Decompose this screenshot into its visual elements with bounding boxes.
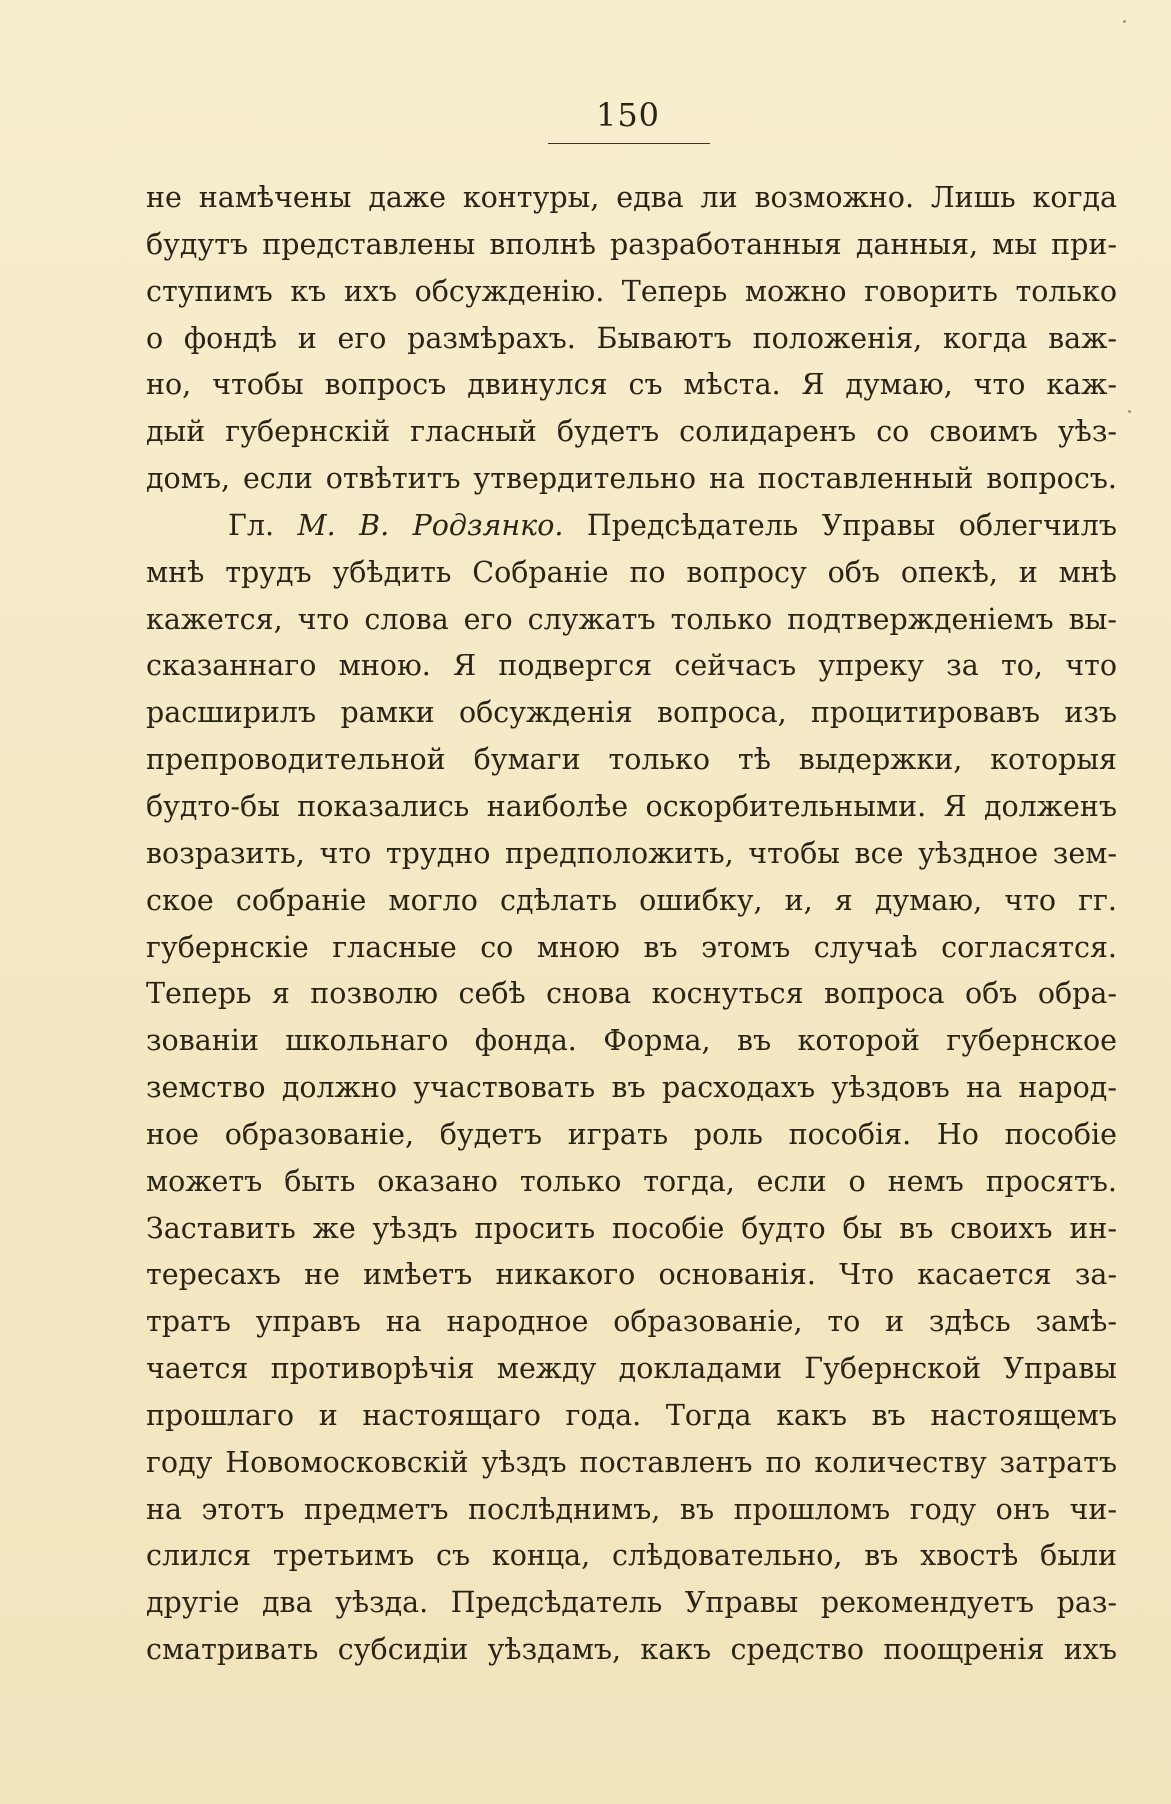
text-line: чается противорѣчія между докладами Губернской Управы <box>146 1352 1117 1386</box>
page-number: 150 <box>595 96 661 134</box>
paper-speck <box>1128 410 1131 413</box>
text-line: не намѣчены даже контуры, едва ли возможно. Лишь когда <box>146 181 1117 214</box>
text-line: прошлаго и настоящаго года. Тогда какъ въ настоящемъ <box>146 1398 1117 1432</box>
text-line: на этотъ предметъ послѣднимъ, въ прошломъ году онъ чи- <box>146 1492 1117 1526</box>
paragraph-first-line <box>146 503 1117 550</box>
text-line: губернскіе гласные со мною въ этомъ случаѣ согласятся. <box>146 930 1117 964</box>
page-number-rule <box>548 143 710 144</box>
text-line: домъ, если отвѣтитъ утвердительно на поставленный вопросъ. <box>146 462 1117 496</box>
speaker-name: М. В. Родзянко. <box>297 508 564 542</box>
text-line: возразить, что трудно предположить, чтобы все уѣздное зем- <box>146 836 1117 870</box>
text-line: году Новомосковскій уѣздъ поставленъ по количеству затратъ <box>146 1445 1117 1479</box>
text-line: другіе два уѣзда. Предсѣдатель Управы рекомендуетъ раз- <box>146 1586 1117 1620</box>
paper-speck <box>1123 20 1126 23</box>
text-line: Теперь я позволю себѣ снова коснуться вопроса объ обра- <box>146 977 1117 1011</box>
text-line: ное образованіе, будетъ играть роль пособія. Но пособіе <box>146 1117 1117 1151</box>
text-line: будутъ представлены вполнѣ разработанныя данныя, мы при- <box>146 227 1117 261</box>
text-line: кажется, что слова его служатъ только подтвержденіемъ вы- <box>146 602 1117 636</box>
text-line: ское собраніе могло сдѣлать ошибку, и, я думаю, что гг. <box>146 883 1117 917</box>
text-line: сказаннаго мною. Я подвергся сейчасъ упреку за то, что <box>146 649 1117 683</box>
body-text <box>146 175 1117 1674</box>
text-line: мнѣ трудъ убѣдить Собраніе по вопросу объ опекѣ, и мнѣ <box>146 555 1117 589</box>
text-line: зованіи школьнаго фонда. Форма, въ которой губернское <box>146 1024 1117 1058</box>
text-line: можетъ быть оказано только тогда, если о немъ просятъ. <box>146 1164 1117 1198</box>
text-line: тратъ управъ на народное образованіе, то и здѣсь замѣ- <box>146 1305 1117 1339</box>
text-line: тересахъ не имѣетъ никакого основанія. Что касается за- <box>146 1258 1117 1292</box>
text-line: о фондѣ и его размѣрахъ. Бываютъ положенія, когда важ- <box>146 321 1117 355</box>
text-line: расширилъ рамки обсужденія вопроса, процитировавъ изъ <box>146 696 1117 730</box>
text-line: препроводительной бумаги только тѣ выдержки, которыя <box>146 743 1117 777</box>
text-line: ступимъ къ ихъ обсужденію. Теперь можно говорить только <box>146 274 1117 308</box>
text-line: будто-бы показались наиболѣе оскорбительными. Я долженъ <box>146 789 1117 823</box>
text-fragment: Предсѣдатель Управы облегчилъ <box>586 508 1117 542</box>
text-line: но, чтобы вопросъ двинулся съ мѣста. Я думаю, что каж- <box>146 368 1117 402</box>
speaker-prefix: Гл. <box>228 508 275 542</box>
text-line: Заставить же уѣздъ просить пособіе будто бы въ своихъ ин- <box>146 1211 1117 1245</box>
text-line: земство должно участвовать въ расходахъ уѣздовъ на народ- <box>146 1071 1117 1105</box>
text-line: сматривать субсидіи уѣздамъ, какъ средство поощренія ихъ <box>146 1633 1117 1667</box>
text-line: дый губернскій гласный будетъ солидаренъ со своимъ уѣз- <box>146 415 1117 449</box>
text-line: слился третьимъ съ конца, слѣдовательно, въ хвостѣ были <box>146 1539 1117 1573</box>
